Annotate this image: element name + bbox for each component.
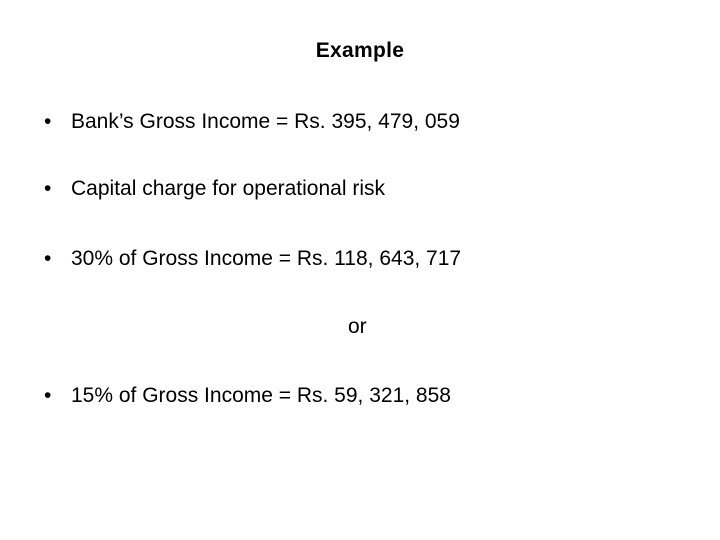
bullet-text: Bank’s Gross Income = Rs. 395, 479, 059 <box>71 110 460 133</box>
bullet-text: 15% of Gross Income = Rs. 59, 321, 858 <box>71 384 451 407</box>
or-separator: or <box>348 315 367 338</box>
bullet-marker: • <box>44 247 52 270</box>
bullet-item <box>44 109 460 135</box>
bullet-item <box>44 383 451 409</box>
bullet-marker: • <box>44 110 52 133</box>
bullet-marker: • <box>44 384 52 407</box>
bullet-item <box>44 246 461 272</box>
bullet-text: 30% of Gross Income = Rs. 118, 643, 717 <box>71 247 462 270</box>
bullet-item <box>44 176 385 202</box>
bullet-text: Capital charge for operational risk <box>71 177 385 200</box>
bullet-marker: • <box>44 177 52 200</box>
slide-title: Example <box>315 39 405 62</box>
